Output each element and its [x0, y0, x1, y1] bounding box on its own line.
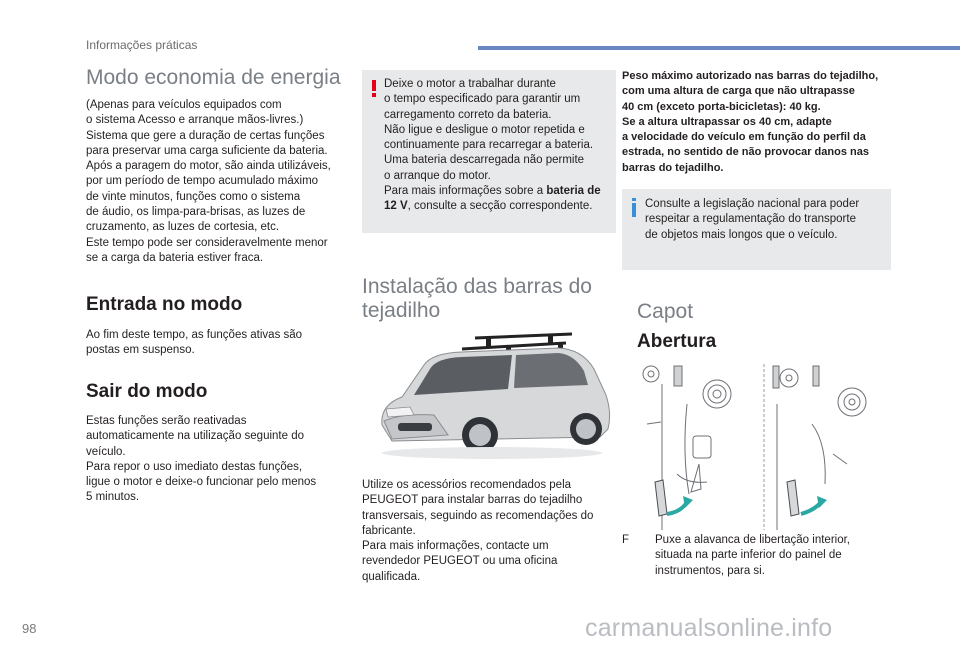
- roof-bars-car-illustration: [362, 325, 616, 465]
- roof-bars-text: Utilize os acessórios recomendados pela PEUGEOT para instalar barras do tejadilho transversais, seguindo as recomendações do fabricante. Para mais informações, contacte um revendedor PEUGEOT ou uma oficina qualificada.: [362, 479, 594, 583]
- hood-release-illustration: [637, 364, 891, 530]
- page-number: 98: [22, 621, 37, 636]
- section-header-title: Informações práticas: [86, 38, 198, 52]
- warning-icon: [372, 80, 376, 96]
- watermark: carmanualsonline.info: [585, 614, 833, 642]
- exit-mode-heading: Sair do modo: [86, 381, 208, 402]
- enter-mode-text: Ao fim deste tempo, as funções ativas são postas em suspenso.: [86, 329, 303, 357]
- info-icon: [632, 198, 636, 216]
- battery-reference: bateria de 12 V: [384, 185, 601, 213]
- warning-text: [384, 77, 614, 215]
- hood-step-text: Puxe a alavanca de libertação interior, situada na parte inferior do painel de instrumentos, para si.: [655, 534, 850, 577]
- info-text: Consulte a legislação nacional para poder respeitar a regulamentação do transporte de objetos mais longos que o veículo.: [645, 198, 860, 241]
- warning-text-part: Deixe o motor a trabalhar durante o tempo especificado para garantir um carregamento correto da bateria. Não ligue e desligue o motor repetida e continuamente para recarregar a bateria. Uma bateria descarregada não permite o arranque do motor. Para mais informações sobre a: [384, 78, 594, 198]
- roof-bars-title: Instalação das barras do tejadilho: [362, 275, 592, 322]
- header-accent-bar: [478, 46, 960, 50]
- energy-saving-title: Modo economia de energia: [86, 66, 341, 89]
- enter-mode-heading: Entrada no modo: [86, 294, 243, 315]
- warning-text-end: , consulte a secção correspondente.: [407, 200, 593, 213]
- hood-title: Capot: [637, 300, 694, 323]
- hood-opening-heading: Abertura: [637, 331, 717, 352]
- energy-saving-intro: (Apenas para veículos equipados com o sistema Acesso e arranque mãos-livres.) Sistema que gere a duração de certas funções para preservar uma carga suficiente da bateria. Após a paragem do motor, são ainda utilizáveis, por um período de tempo acumulado máximo de vinte minutos, funções como o sistema de áudio, os limpa-para-brisas, as luzes de cruzamento, as luzes de cortesia, etc. Este tempo pode ser consideravelmente menor se a carga da bateria estiver fraca.: [86, 99, 331, 264]
- roof-bars-max-weight-text: Peso máximo autorizado nas barras do tejadilho, com uma altura de carga que não ultrapasse 40 cm (exceto porta-bicicletas): 40 kg. Se a altura ultrapassar os 40 cm, adapte a velocidade do veículo em função do perfil da estrada, no sentido de não provocar danos nas barras do tejadilho.: [622, 70, 879, 174]
- exit-mode-text: Estas funções serão reativadas automaticamente na utilização seguinte do veículo. Para repor o uso imediato destas funções, ligue o motor e deixe-o funcionar pelo menos 5 minutos.: [86, 415, 317, 504]
- step-bullet: F: [622, 534, 630, 546]
